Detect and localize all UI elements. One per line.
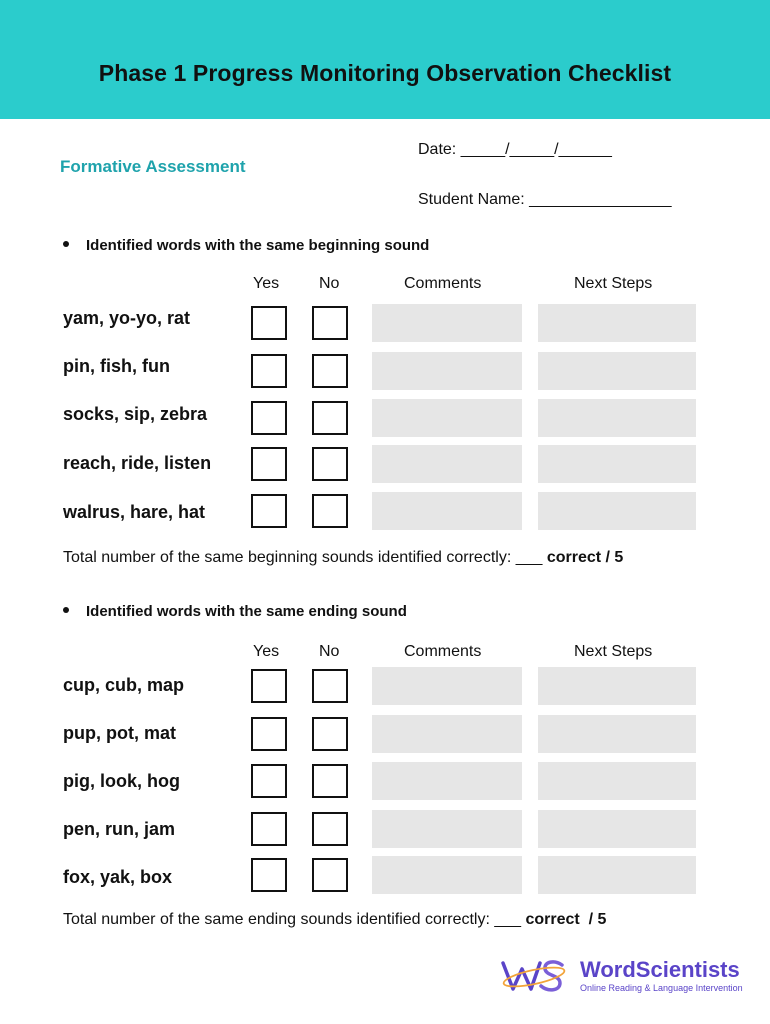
row-label: pup, pot, mat — [63, 723, 176, 743]
next-steps-field[interactable] — [538, 445, 696, 483]
comments-field[interactable] — [372, 856, 522, 894]
col-comments: Comments — [404, 275, 482, 292]
subtitle: Formative Assessment — [60, 157, 246, 176]
yes-checkbox[interactable] — [251, 401, 287, 435]
section1-heading — [63, 237, 429, 254]
col-next-steps: Next Steps — [574, 275, 653, 292]
next-steps-field[interactable] — [538, 492, 696, 530]
row-label: pen, run, jam — [63, 819, 176, 839]
col-comments: Comments — [404, 643, 482, 660]
comments-field[interactable] — [372, 399, 522, 437]
comments-field[interactable] — [372, 445, 522, 483]
row-label: walrus, hare, hat — [63, 502, 206, 522]
no-checkbox[interactable] — [312, 447, 348, 481]
section1-total-suffix: correct / 5 — [546, 549, 624, 566]
comments-field[interactable] — [372, 304, 522, 342]
section2-total — [63, 911, 606, 929]
yes-checkbox[interactable] — [251, 764, 287, 798]
header-banner — [0, 0, 770, 119]
next-steps-field[interactable] — [538, 762, 696, 800]
next-steps-field[interactable] — [538, 715, 696, 753]
bullet-icon — [63, 241, 69, 247]
row-label: socks, sip, zebra — [63, 404, 208, 424]
bullet-icon — [63, 607, 69, 613]
yes-checkbox[interactable] — [251, 717, 287, 751]
no-checkbox[interactable] — [312, 494, 348, 528]
yes-checkbox[interactable] — [251, 306, 287, 340]
no-checkbox[interactable] — [312, 354, 348, 388]
section1-total — [63, 549, 623, 567]
next-steps-field[interactable] — [538, 667, 696, 705]
next-steps-field[interactable] — [538, 304, 696, 342]
row-label: fox, yak, box — [63, 867, 173, 887]
no-checkbox[interactable] — [312, 717, 348, 751]
col-no: No — [319, 275, 340, 292]
date-field: Date: _____/_____/______ — [418, 141, 612, 158]
comments-field[interactable] — [372, 762, 522, 800]
wordscientists-logo — [500, 955, 750, 997]
no-checkbox[interactable] — [312, 306, 348, 340]
row-label: yam, yo-yo, rat — [63, 308, 191, 328]
col-yes: Yes — [253, 643, 280, 660]
next-steps-field[interactable] — [538, 856, 696, 894]
comments-field[interactable] — [372, 667, 522, 705]
yes-checkbox[interactable] — [251, 858, 287, 892]
col-no: No — [319, 643, 340, 660]
row-label: pig, look, hog — [63, 771, 180, 791]
ws-logo-icon — [500, 955, 572, 997]
brand-tagline: Online Reading & Language Intervention — [580, 983, 743, 993]
section1-total-text: Total number of the same beginning sounds identified correctly: ___ — [63, 549, 547, 566]
next-steps-field[interactable] — [538, 352, 696, 390]
row-label: cup, cub, map — [63, 675, 185, 695]
no-checkbox[interactable] — [312, 669, 348, 703]
comments-field[interactable] — [372, 352, 522, 390]
row-label: pin, fish, fun — [63, 356, 170, 376]
section2-total-text: Total number of the same ending sounds identified correctly: ___ — [63, 911, 526, 928]
section2-heading — [63, 603, 407, 620]
section2-heading-text: Identified words with the same ending sound — [86, 603, 407, 620]
student-name-field: Student Name: ________________ — [418, 191, 672, 208]
no-checkbox[interactable] — [312, 858, 348, 892]
ws-logo-mark: WS — [500, 955, 502, 956]
yes-checkbox[interactable] — [251, 354, 287, 388]
next-steps-field[interactable] — [538, 810, 696, 848]
section2-total-suffix: correct / 5 — [525, 911, 607, 928]
yes-checkbox[interactable] — [251, 669, 287, 703]
section1-heading-text: Identified words with the same beginning sound — [86, 237, 430, 254]
yes-checkbox[interactable] — [251, 447, 287, 481]
comments-field[interactable] — [372, 715, 522, 753]
comments-field[interactable] — [372, 810, 522, 848]
no-checkbox[interactable] — [312, 764, 348, 798]
no-checkbox[interactable] — [312, 401, 348, 435]
col-yes: Yes — [253, 275, 280, 292]
yes-checkbox[interactable] — [251, 494, 287, 528]
no-checkbox[interactable] — [312, 812, 348, 846]
col-next-steps: Next Steps — [574, 643, 653, 660]
comments-field[interactable] — [372, 492, 522, 530]
page-title: Phase 1 Progress Monitoring Observation Checklist — [98, 60, 672, 86]
yes-checkbox[interactable] — [251, 812, 287, 846]
next-steps-field[interactable] — [538, 399, 696, 437]
brand-name: WordScientists — [580, 957, 740, 982]
row-label: reach, ride, listen — [63, 453, 212, 473]
